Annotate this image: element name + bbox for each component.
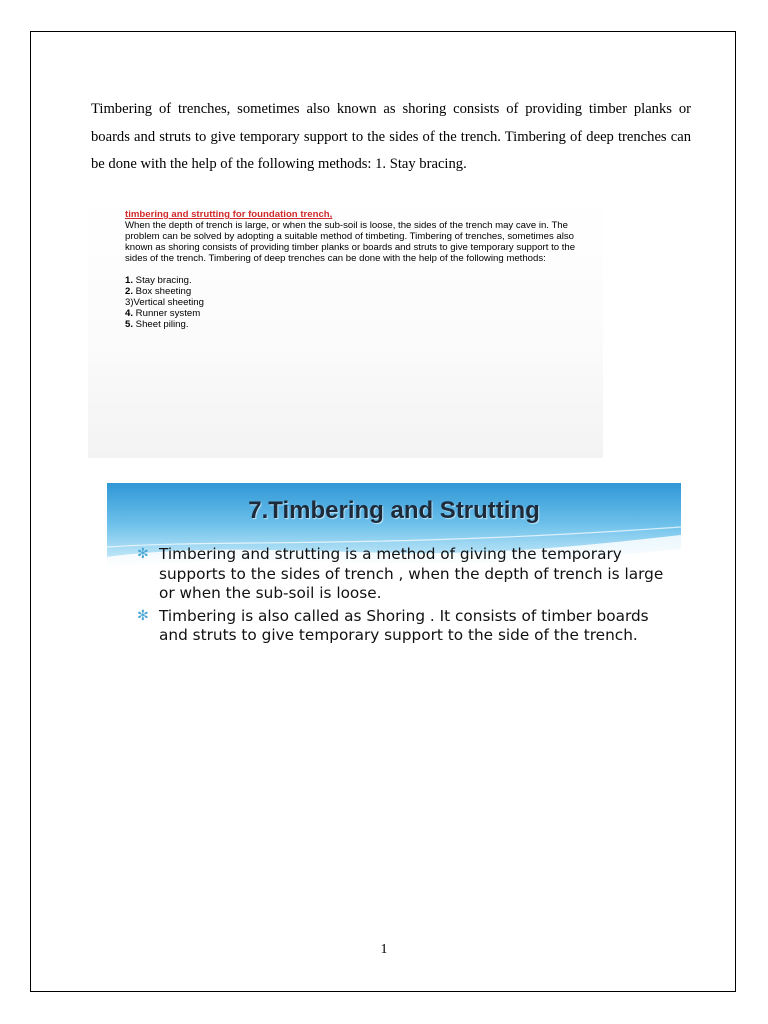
slide-title: 7.Timbering and Strutting xyxy=(248,497,540,524)
note-title: timbering and strutting for foundation trench, xyxy=(125,209,333,220)
page-number: 1 xyxy=(380,942,388,957)
note-content xyxy=(125,209,595,330)
asterisk-icon: ✻ xyxy=(137,607,149,624)
methods-list xyxy=(125,275,595,330)
intro-paragraph: Timbering of trenches, sometimes also known as shoring consists of providing timber planks or boards and struts to give temporary support to the sides of the trench. Timbering of deep trenches can be done with the help of the following methods: 1. Stay bracing. xyxy=(91,101,691,172)
list-item: 3)Vertical sheeting xyxy=(125,297,204,308)
asterisk-icon: ✻ xyxy=(137,546,149,562)
list-item: 2. Box sheeting xyxy=(125,286,192,297)
list-item: ✻ Timbering is also called as Shoring . It consists of timber boards and struts to give temporary support to the side of the trench. xyxy=(137,606,649,644)
note-body: When the depth of trench is large, or when the sub-soil is loose, the sides of the trench may cave in. The problem can be solved by adopting a suitable method of timbeting. Timbering of trenches, sometimes also known as shoring consists of providing timber planks or boards and struts to give temporary support to the sides of the trench. Timbering of deep trenches can be done with the help of the following methods: xyxy=(125,220,576,264)
list-item: ✻ Timbering and strutting is a method of giving the temporary supports to the sides of trench , when the depth of trench is large or when the sub-soil is loose. xyxy=(137,545,664,602)
list-item: 1. Stay bracing. xyxy=(125,275,192,286)
list-item: 4. Runner system xyxy=(125,308,201,319)
slide-image xyxy=(107,483,681,718)
slide-bullets xyxy=(137,545,667,649)
list-item: 5. Sheet piling. xyxy=(125,319,189,330)
screenshot-image-timbering-note xyxy=(88,196,603,458)
